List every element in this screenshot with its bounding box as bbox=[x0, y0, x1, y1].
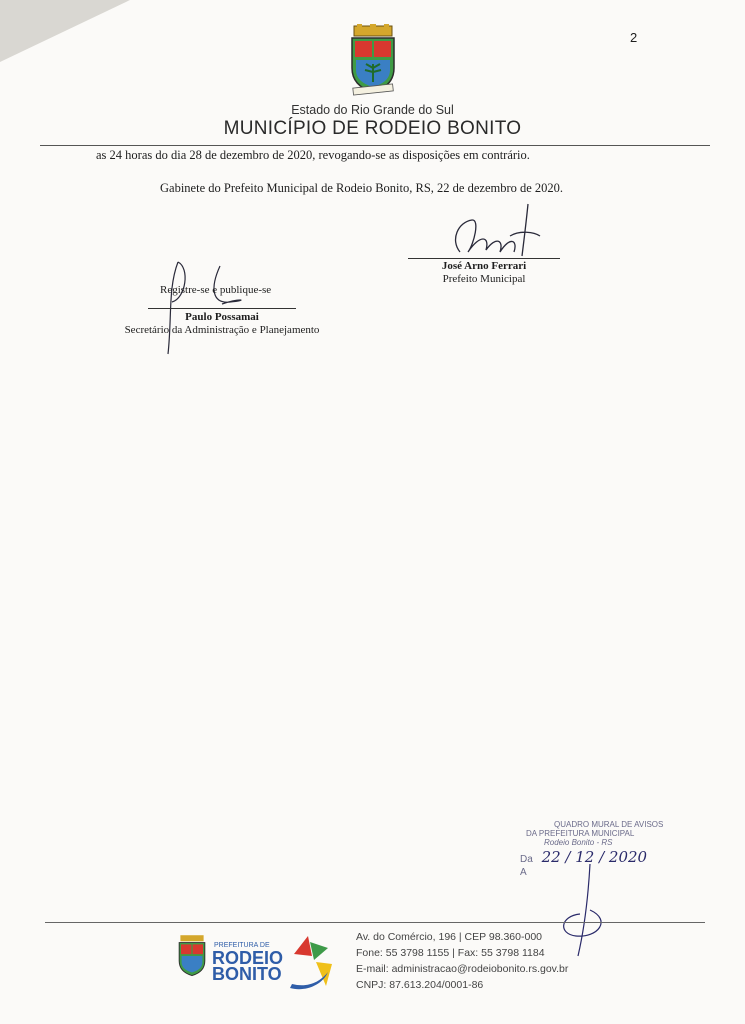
secretary-signature-line bbox=[148, 308, 296, 309]
stamp-line: QUADRO MURAL DE AVISOS bbox=[554, 820, 664, 829]
body-text-line: as 24 horas do dia 28 de dezembro de 2020, revogando-se as disposições em contrário. bbox=[96, 148, 530, 162]
footer-crest-icon bbox=[176, 934, 208, 978]
logo-text-line2: BONITO bbox=[212, 964, 282, 984]
header-divider bbox=[40, 145, 710, 146]
footer-contact bbox=[356, 929, 568, 993]
secretary-role: Secretário da Administração e Planejamento bbox=[124, 324, 320, 336]
mayor-name: José Arno Ferrari bbox=[441, 260, 527, 272]
coat-of-arms-icon bbox=[348, 24, 398, 96]
footer-cnpj: CNPJ: 87.613.204/0001-86 bbox=[356, 979, 484, 991]
footer-divider bbox=[45, 922, 705, 923]
stamp-a-label: A bbox=[520, 867, 527, 878]
secretary-name: Paulo Possamai bbox=[185, 311, 259, 323]
footer-phone: Fone: 55 3798 1155 | Fax: 55 3798 1184 bbox=[356, 947, 545, 959]
registre-note: Registre-se e publique-se bbox=[160, 284, 272, 296]
footer-address: Av. do Comércio, 196 | CEP 98.360-000 bbox=[356, 931, 543, 943]
stamp-line: DA PREFEITURA MUNICIPAL bbox=[526, 829, 635, 838]
stamp-line: Rodeio Bonito - RS bbox=[544, 838, 613, 847]
mayor-signature-line bbox=[408, 258, 560, 259]
state-name: Estado do Rio Grande do Sul bbox=[291, 103, 454, 117]
folded-corner bbox=[0, 0, 130, 62]
mayor-signature-icon bbox=[440, 200, 550, 262]
logo-swoosh-icon bbox=[288, 934, 334, 990]
stamp-date-label: Da bbox=[520, 854, 533, 865]
page-number: 2 bbox=[630, 30, 638, 45]
mayor-role: Prefeito Municipal bbox=[442, 273, 526, 285]
logo-text-line1: RODEIO bbox=[212, 948, 284, 968]
stamp-date-value: 22 / 12 / 2020 bbox=[541, 848, 648, 866]
footer-email: E-mail: administracao@rodeiobonito.rs.gov.br bbox=[356, 963, 569, 975]
municipality-title: MUNICÍPIO DE RODEIO BONITO bbox=[223, 118, 522, 139]
footer-logo bbox=[176, 930, 336, 994]
logo-prefix: PREFEITURA DE bbox=[214, 942, 270, 949]
body-text-line: Gabinete do Prefeito Municipal de Rodeio Bonito, RS, 22 de dezembro de 2020. bbox=[160, 181, 564, 195]
